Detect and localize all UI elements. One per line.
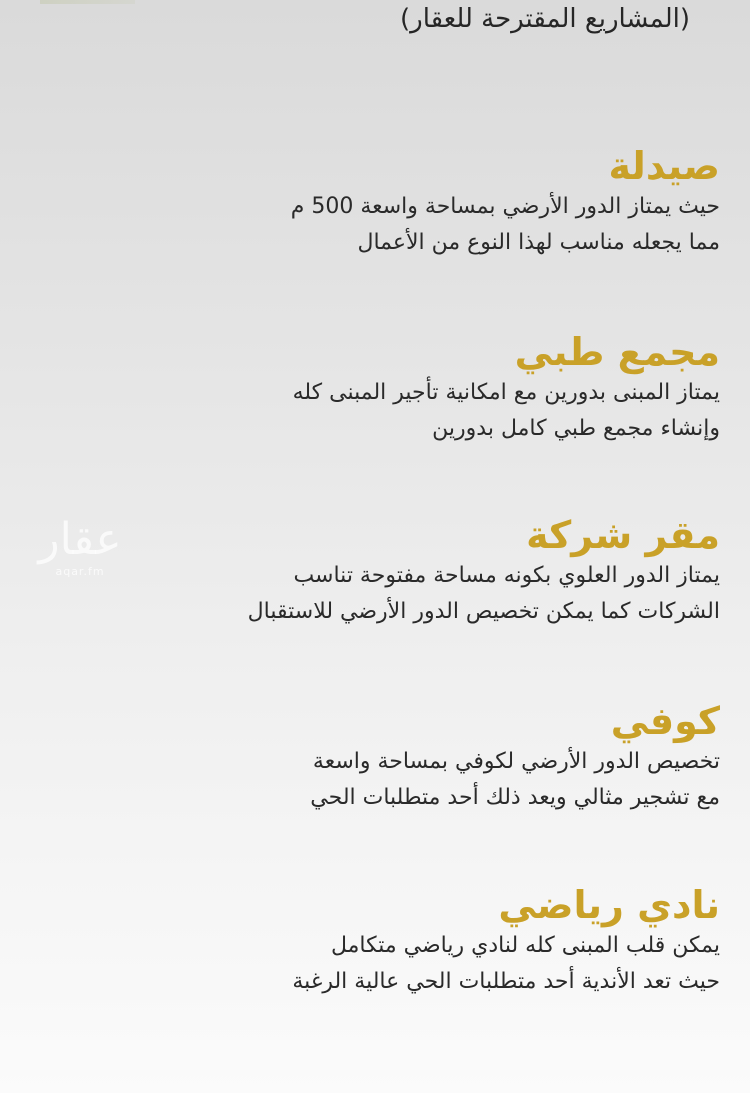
project-heading: كوفي <box>610 699 720 743</box>
project-description-line: حيث تعد الأندية أحد متطلبات الحي عالية الرغبة <box>292 969 720 994</box>
page-title: (المشاريع المقترحة للعقار) <box>400 4 690 34</box>
faint-logo-strip <box>40 0 135 4</box>
project-description-line: يمتاز الدور العلوي بكونه مساحة مفتوحة تناسب <box>293 563 720 588</box>
project-section-coffee-shop <box>120 698 720 816</box>
project-description-line: حيث يمتاز الدور الأرضي بمساحة واسعة 500 م <box>290 194 720 219</box>
project-section-company-headquarters <box>120 512 720 630</box>
project-heading: نادي رياضي <box>498 883 720 927</box>
watermark-logo-text: عقار <box>38 514 122 565</box>
project-description-line: مع تشجير مثالي ويعد ذلك أحد متطلبات الحي <box>310 785 720 810</box>
project-description-line: مما يجعله مناسب لهذا النوع من الأعمال <box>357 230 720 255</box>
project-heading: صيدلة <box>608 144 720 188</box>
project-heading: مجمع طبي <box>514 330 720 374</box>
project-description-line: الشركات كما يمكن تخصيص الدور الأرضي للاستقبال <box>247 599 720 624</box>
project-section-sports-club <box>120 882 720 1000</box>
project-description-line: يمكن قلب المبنى كله لنادي رياضي متكامل <box>330 933 720 958</box>
project-section-pharmacy <box>120 143 720 261</box>
watermark-domain-text: aqar.fm <box>55 565 105 578</box>
project-section-medical-complex <box>120 329 720 447</box>
project-heading: مقر شركة <box>526 513 720 557</box>
project-description-line: تخصيص الدور الأرضي لكوفي بمساحة واسعة <box>312 749 720 774</box>
project-description-line: وإنشاء مجمع طبي كامل بدورين <box>432 416 720 441</box>
project-description-line: يمتاز المبنى بدورين مع امكانية تأجير المبنى كله <box>292 380 720 405</box>
